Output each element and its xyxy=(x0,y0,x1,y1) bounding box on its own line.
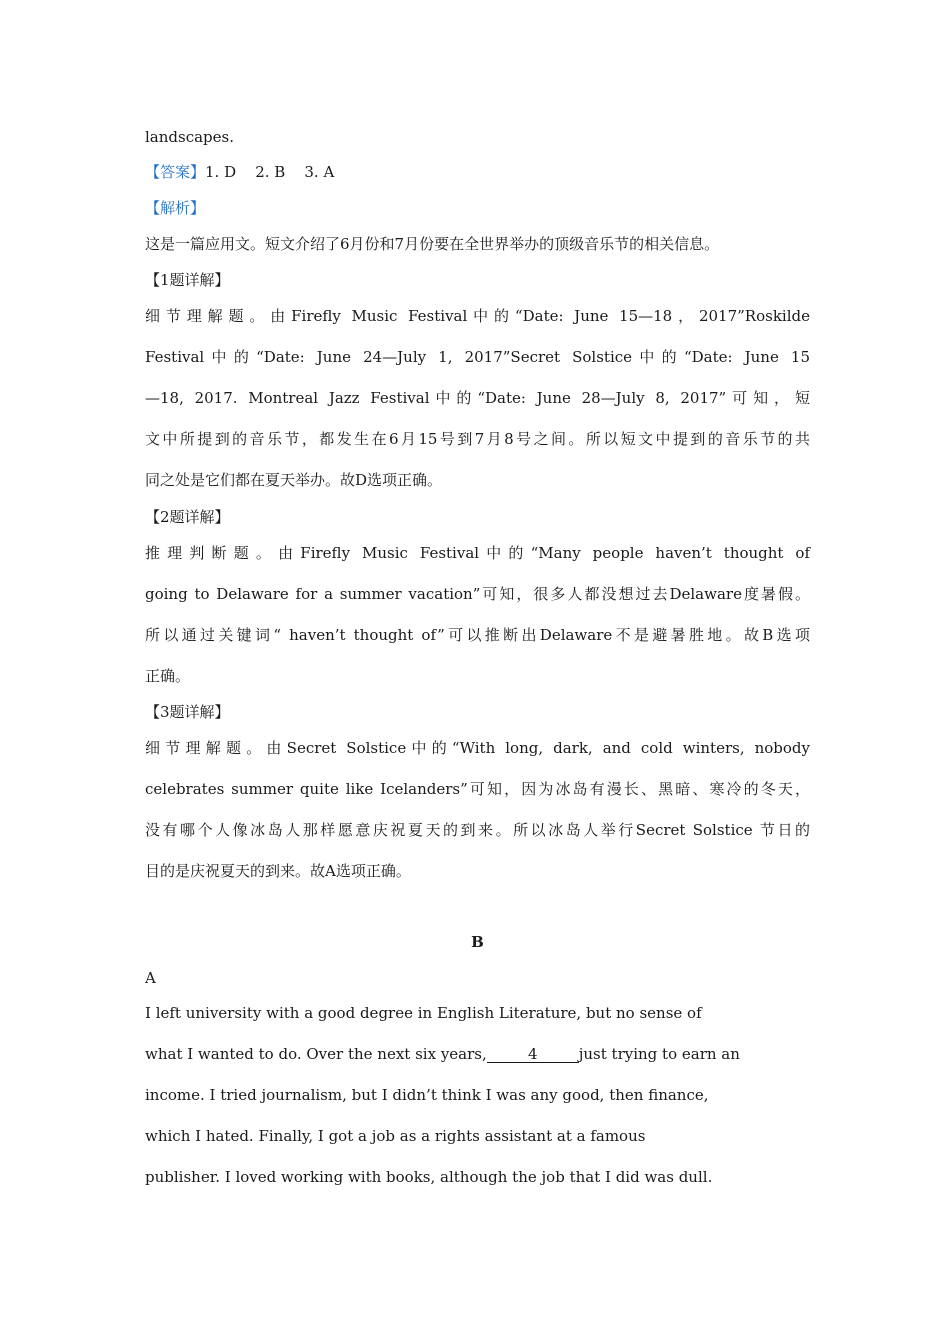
text-line: —18, 2017. Montreal Jazz Festival中的“Date: June 28—July 8, 2017”可知，短 xyxy=(145,389,810,407)
text-line: 同之处是它们都在夏天举办。故D选项正确。 xyxy=(145,471,443,489)
text-line: A xyxy=(145,969,156,987)
text-line: I left university with a good degree in English Literature, but no sense of xyxy=(145,1004,702,1022)
text-line: 细节理解题。由Secret Solstice中的“With long, dark, and cold winters, nobody xyxy=(145,739,810,757)
text-line: 文中所提到的音乐节，都发生在6月15号到7月8号之间。所以短文中提到的音乐节的共 xyxy=(145,430,810,448)
text-line: 细节理解题。由Firefly Music Festival中的“Date: June 15—18，2017”Roskilde xyxy=(145,307,810,325)
text-line: 这是一篇应用文。短文介绍了6月份和7月份要在全世界举办的顶级音乐节的相关信息。 xyxy=(145,235,720,253)
text-line: landscapes. xyxy=(145,128,234,146)
text-line: which I hated. Finally, I got a job as a rights assistant at a famous xyxy=(145,1127,646,1145)
answer-heading: 【答案】 xyxy=(145,163,206,181)
section-heading: 【2题详解】 xyxy=(145,508,230,526)
cloze-line xyxy=(145,1044,810,1064)
text-line: 正确。 xyxy=(145,667,191,685)
analysis-heading: 【解析】 xyxy=(145,199,206,217)
blank-4: 4 xyxy=(487,1046,579,1063)
answer-line xyxy=(145,162,810,182)
section-heading: 【1题详解】 xyxy=(145,271,230,289)
text-line: 目的是庆祝夏天的到来。故A选项正确。 xyxy=(145,862,411,880)
text-line: Festival中的“Date: June 24—July 1, 2017”Secret Solstice中的“Date: June 15 xyxy=(145,348,810,366)
text-line: celebrates summer quite like Icelanders”可知，因为冰岛有漫长、黑暗、寒冷的冬天， xyxy=(145,780,810,798)
text-segment: just trying to earn an xyxy=(578,1045,740,1063)
answer-text: 1. D 2. B 3. A xyxy=(205,163,335,181)
section-heading: 【3题详解】 xyxy=(145,703,230,721)
text-line: 所以通过关键词“ haven’t thought of”可以推断出Delaware不是避暑胜地。故B选项 xyxy=(145,626,810,644)
text-line: 没有哪个人像冰岛人那样愿意庆祝夏天的到来。所以冰岛人举行Secret Solstice 节日的 xyxy=(145,821,810,839)
text-line: income. I tried journalism, but I didn’t think I was any good, then finance, xyxy=(145,1086,709,1104)
text-line: publisher. I loved working with books, although the job that I did was dull. xyxy=(145,1168,713,1186)
text-line: going to Delaware for a summer vacation”可知，很多人都没想过去Delaware度暑假。 xyxy=(145,585,810,603)
section-title: B xyxy=(471,933,484,951)
text-segment: what I wanted to do. Over the next six years, xyxy=(145,1045,487,1063)
text-line: 推理判断题。由Firefly Music Festival中的“Many people haven’t thought of xyxy=(145,544,810,562)
